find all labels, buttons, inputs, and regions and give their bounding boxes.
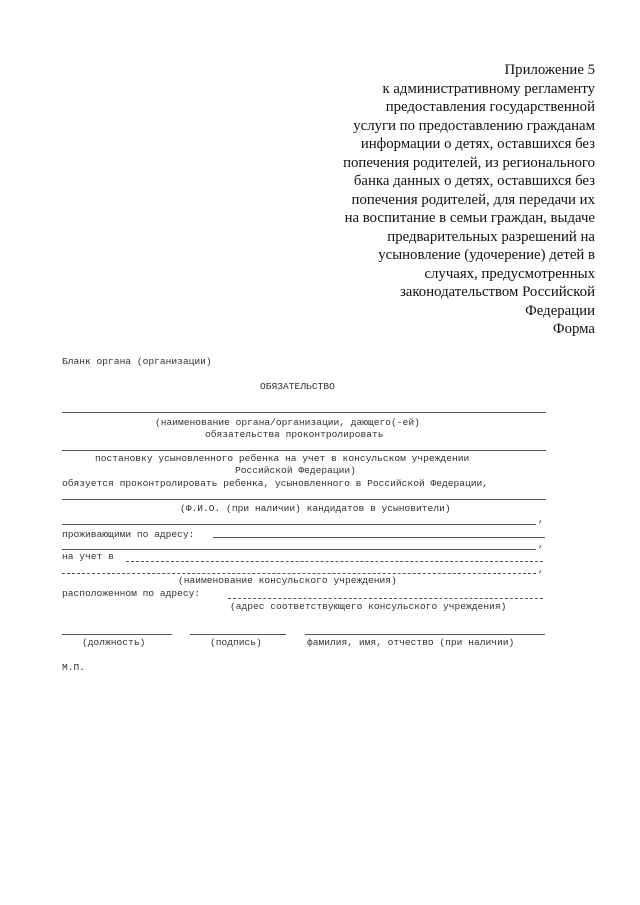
consular-text-line-1: постановку усыновленного ребенка на учет в консульском учреждении <box>95 453 470 464</box>
appendix-line: усыновление (удочерение) детей в <box>378 247 595 263</box>
residing-address-field-2[interactable] <box>62 549 536 550</box>
document-title: ОБЯЗАТЕЛЬСТВО <box>260 381 335 392</box>
appendix-line: предварительных разрешений на <box>387 228 595 245</box>
fio-caption: (Ф.И.О. (при наличии) кандидатов в усыновители) <box>180 503 451 514</box>
residing-address-field[interactable] <box>213 537 545 538</box>
candidates-fio-line-2[interactable] <box>62 524 536 525</box>
appendix-line: услуги по предоставлению гражданам <box>353 117 595 134</box>
org-name-line-2[interactable] <box>62 450 546 451</box>
registration-label: на учет в <box>62 551 114 562</box>
appendix-line: на воспитание в семьи граждан, выдаче <box>344 210 595 226</box>
appendix-line: законодательством Российской <box>399 284 595 300</box>
appendix-line: информации о детях, оставшихся без <box>360 136 595 152</box>
consular-text-line-2: Российской Федерации) <box>235 465 356 476</box>
form-label: Форма <box>552 321 595 337</box>
appendix-line: случаях, предусмотренных <box>424 265 595 282</box>
appendix-line: попечения родителей, для передачи их <box>351 191 595 208</box>
org-caption-line-1: (наименование органа/организации, дающего(-ей) <box>155 417 420 428</box>
located-label: расположенном по адресу: <box>62 588 201 599</box>
consulate-address-field[interactable] <box>228 598 543 599</box>
position-caption: (должность) <box>82 637 146 648</box>
undertakes-text: обязуется проконтролировать ребенка, усыновленного в Российской Федерации, <box>62 478 489 489</box>
fullname-signature-line[interactable] <box>305 634 545 635</box>
consulate-address-caption: (адрес соответствующего консульского учреждения) <box>230 601 507 612</box>
consulate-name-field[interactable] <box>126 561 543 562</box>
appendix-header <box>295 61 595 320</box>
position-signature-line[interactable] <box>62 634 172 635</box>
comma-1: , <box>538 514 544 525</box>
candidates-fio-line[interactable] <box>62 499 546 500</box>
appendix-line: Приложение 5 <box>504 62 595 78</box>
residing-label: проживающими по адресу: <box>62 529 195 540</box>
signature-line[interactable] <box>190 634 286 635</box>
appendix-line: банка данных о детях, оставшихся без <box>353 173 595 189</box>
consulate-name-field-2[interactable] <box>62 573 536 574</box>
letterhead-label: Бланк органа (организации) <box>62 356 212 367</box>
comma-2: , <box>538 539 544 550</box>
org-name-line[interactable] <box>62 412 546 413</box>
comma-3: , <box>538 564 544 575</box>
stamp-label: М.П. <box>62 662 86 673</box>
appendix-line: Федерации <box>525 302 595 319</box>
appendix-line: попечения родителей, из регионального <box>343 154 595 171</box>
consulate-caption: (наименование консульского учреждения) <box>178 575 397 586</box>
appendix-line: к административному регламенту <box>382 80 595 97</box>
signature-caption: (подпись) <box>210 637 262 648</box>
appendix-line: предоставления государственной <box>385 99 595 115</box>
fullname-caption: фамилия, имя, отчество (при наличии) <box>307 637 515 648</box>
org-caption-line-2: обязательства проконтролировать <box>205 429 384 440</box>
